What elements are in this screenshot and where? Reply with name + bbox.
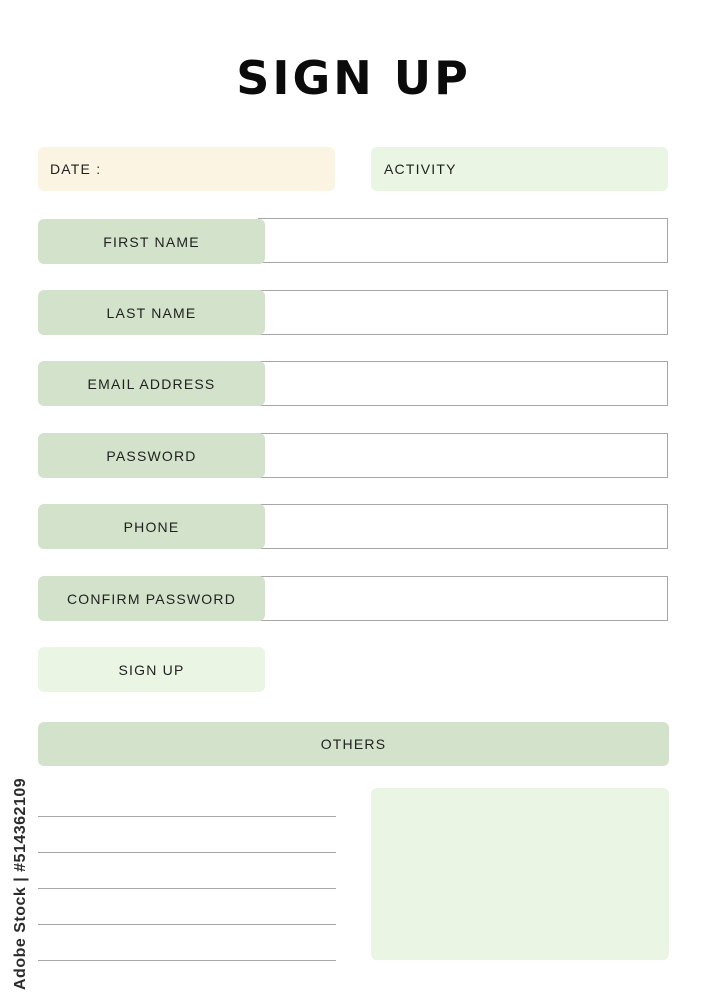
phone-label-box [38,504,265,549]
others-label: OTHERS [320,736,387,752]
date-field[interactable] [38,147,335,191]
email-input[interactable] [258,361,668,406]
last-name-label: LAST NAME [106,304,197,321]
password-input[interactable] [258,433,668,478]
first-name-label: FIRST NAME [103,233,200,250]
first-name-label-box [38,219,265,264]
password-label: PASSWORD [106,447,197,464]
confirm-password-label-box [38,576,265,621]
confirm-password-input[interactable] [258,576,668,621]
last-name-label-box [38,290,265,335]
email-label: EMAIL ADDRESS [87,375,216,392]
password-label-box [38,433,265,478]
first-name-input[interactable] [258,218,668,263]
phone-label: PHONE [123,518,180,535]
stock-id-text: Adobe Stock | #514362109 [12,777,29,990]
others-header [38,722,669,766]
note-line[interactable] [38,924,336,925]
notes-box[interactable] [371,788,669,960]
note-line[interactable] [38,960,336,961]
note-line[interactable] [38,852,336,853]
sign-up-button-label: SIGN UP [118,661,185,678]
phone-input[interactable] [258,504,668,549]
page-title: SIGN UP [236,51,471,105]
last-name-input[interactable] [258,290,668,335]
note-line[interactable] [38,888,336,889]
note-line[interactable] [38,816,336,817]
confirm-password-label: CONFIRM PASSWORD [66,590,237,607]
date-label: DATE : [50,161,102,177]
sign-up-button[interactable] [38,647,265,692]
activity-field[interactable] [371,147,668,191]
email-label-box [38,361,265,406]
activity-label: ACTIVITY [384,161,457,177]
